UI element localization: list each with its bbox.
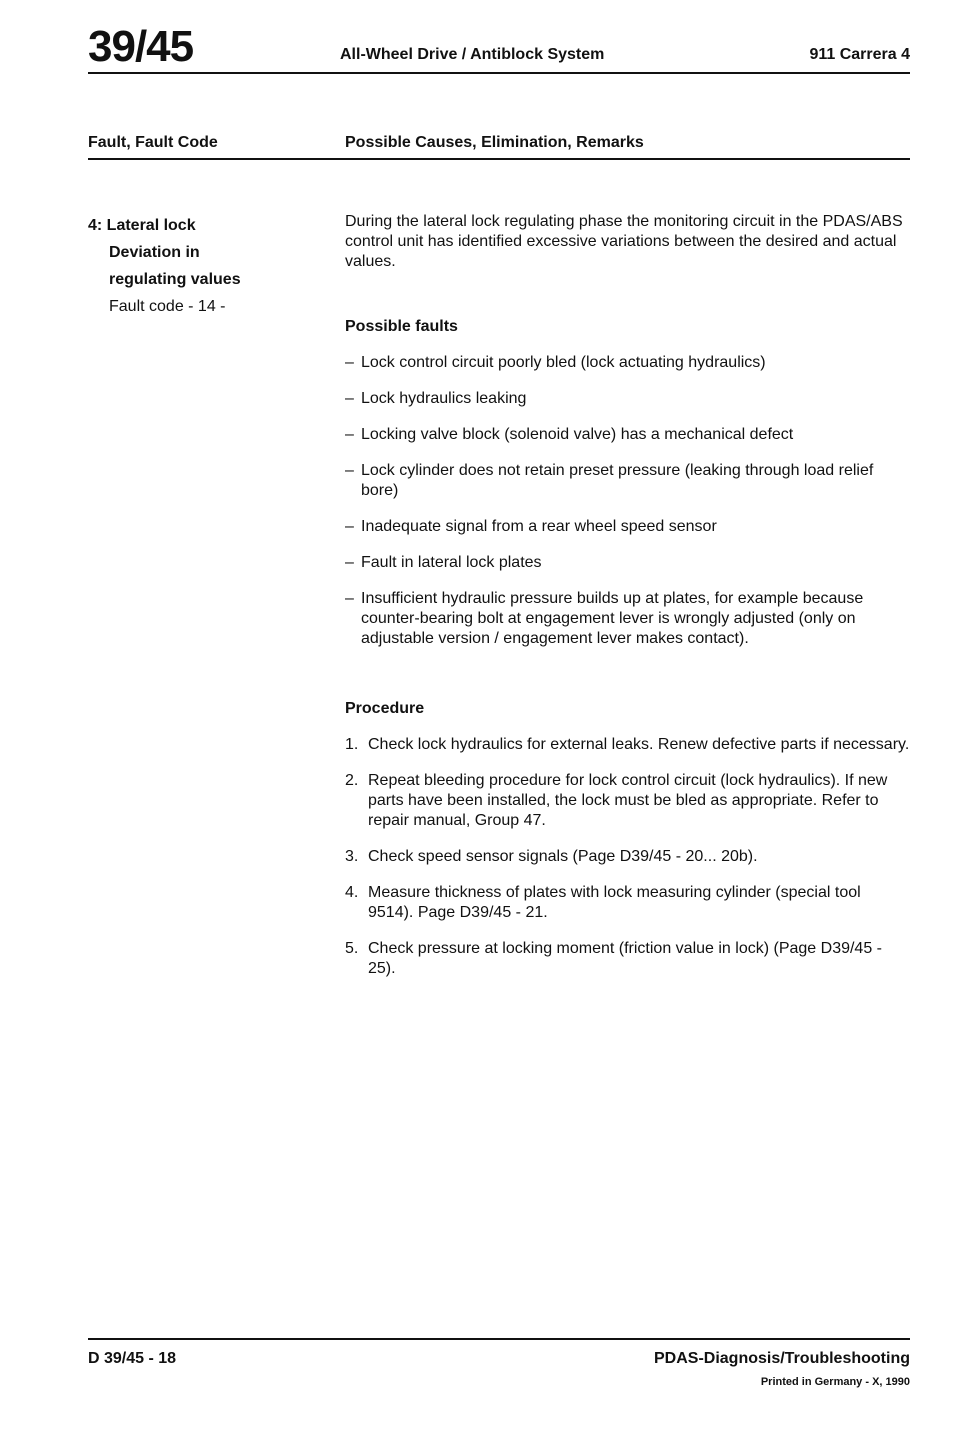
fault-item: – Locking valve block (solenoid valve) has a mechanical defect xyxy=(345,426,794,443)
procedure-heading: Procedure xyxy=(345,700,425,717)
fault-item: – Inadequate signal from a rear wheel speed sensor xyxy=(345,518,717,535)
fault-item: – Lock control circuit poorly bled (lock actuating hydraulics) xyxy=(345,354,766,371)
procedure-step: 5. Check pressure at locking moment (friction value in lock) (Page D39/45 - 25). xyxy=(345,940,882,977)
fault-line-2: Deviation in xyxy=(109,244,200,261)
printed-note: Printed in Germany - X, 1990 xyxy=(760,1376,910,1388)
column-heading-rule xyxy=(88,158,910,160)
description-paragraph: During the lateral lock regulating phase the monitoring circuit in the PDAS/ABS control unit has identified excessive variations between the desired and actual values. xyxy=(345,213,903,270)
page-code: D 39/45 - 18 xyxy=(88,1350,177,1367)
fault-item: – Insufficient hydraulic pressure builds up at plates, for example because counter-bearing bolt at engagement lever is wrongly adjusted (only on adjustable version / engagement lever makes contact). xyxy=(345,590,864,647)
causes-column-heading: Possible Causes, Elimination, Remarks xyxy=(345,134,644,151)
fault-line-3: regulating values xyxy=(109,271,241,288)
fault-column-heading: Fault, Fault Code xyxy=(88,134,218,151)
footer-title: PDAS-Diagnosis/Troubleshooting xyxy=(653,1350,910,1367)
fault-item: – Fault in lateral lock plates xyxy=(345,554,542,571)
fault-code: Fault code - 14 - xyxy=(109,298,226,315)
procedure-step: 3. Check speed sensor signals (Page D39/45 - 20... 20b). xyxy=(345,848,758,865)
header-rule xyxy=(88,72,910,74)
model-name: 911 Carrera 4 xyxy=(809,46,910,63)
footer-rule xyxy=(88,1338,910,1340)
fault-item: – Lock cylinder does not retain preset pressure (leaking through load relief bore) xyxy=(345,462,874,499)
procedure-step: 4. Measure thickness of plates with lock measuring cylinder (special tool 9514). Page D39/45 - 21. xyxy=(345,884,861,921)
possible-faults-heading: Possible faults xyxy=(345,318,458,335)
page-number-top: 39/45 xyxy=(88,22,194,71)
section-title: All-Wheel Drive / Antiblock System xyxy=(340,46,605,63)
fault-item: – Lock hydraulics leaking xyxy=(345,390,527,407)
fault-label: 4: Lateral lock xyxy=(88,217,196,234)
fault-block xyxy=(88,212,328,320)
causes-content xyxy=(345,212,910,979)
procedure-step: 2. Repeat bleeding procedure for lock control circuit (lock hydraulics). If new parts have been installed, the lock must be bled as appropriate. Refer to repair manual, Group 47. xyxy=(345,772,888,829)
procedure-step: 1. Check lock hydraulics for external leaks. Renew defective parts if necessary. xyxy=(345,736,910,753)
